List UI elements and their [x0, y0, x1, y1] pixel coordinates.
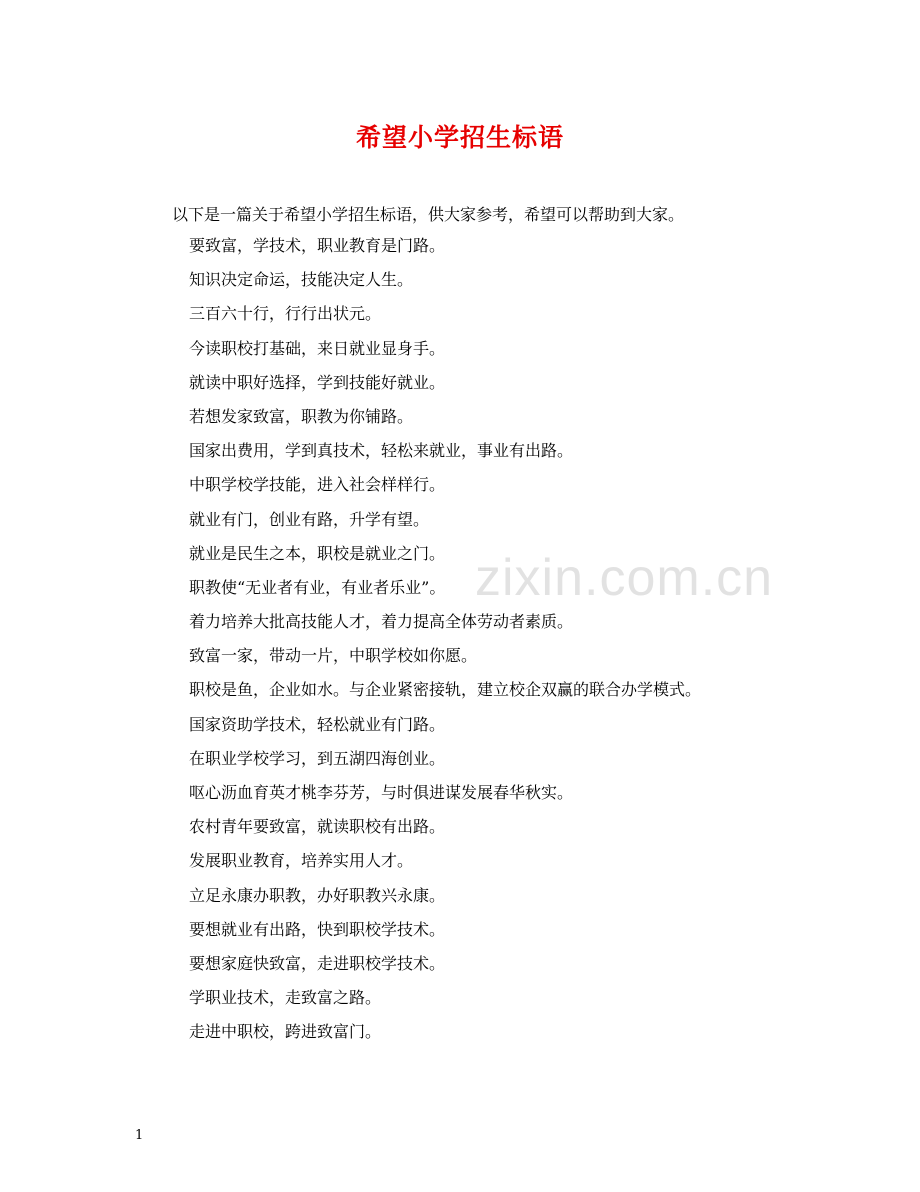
slogan-list	[189, 236, 701, 1057]
slogan-line: 致富一家，带动一片，中职学校如你愿。	[189, 646, 478, 666]
slogan-line: 要致富，学技术，职业教育是门路。	[189, 236, 446, 255]
slogan-line: 职校是鱼，企业如水。与企业紧密接轨，建立校企双赢的联合办学模式。	[189, 680, 702, 700]
slogan-line: 今读职校打基础，来日就业显身手。	[189, 338, 446, 358]
slogan-line: 就业有门，创业有路，升学有望。	[189, 509, 430, 529]
slogan-line: 在职业学校学习，到五湖四海创业。	[189, 748, 446, 768]
slogan-line: 若想发家致富，职教为你铺路。	[189, 406, 414, 426]
slogan-line: 知识决定命运，技能决定人生。	[189, 270, 414, 290]
slogan-line: 要想就业有出路，快到职校学技术。	[189, 919, 446, 939]
slogan-line: 中职学校学技能，进入社会样样行。	[189, 475, 446, 495]
slogan-line: 着力培养大批高技能人才，着力提高全体劳动者素质。	[189, 612, 574, 632]
slogan-line: 国家资助学技术，轻松就业有门路。	[189, 714, 446, 734]
slogan-line: 三百六十行，行行出状元。	[189, 304, 382, 324]
slogan-line: 呕心沥血育英才桃李芬芳，与时俱进谋发展春华秋实。	[189, 783, 574, 802]
slogan-line: 农村青年要致富，就读职校有出路。	[189, 817, 446, 837]
slogan-line: 就读中职好选择，学到技能好就业。	[189, 372, 446, 392]
slogan-line: 就业是民生之本，职校是就业之门。	[189, 543, 446, 563]
watermark: zixin.com.cn	[475, 549, 774, 607]
slogan-line: 职教使“无业者有业，有业者乐业”。	[189, 577, 446, 597]
slogan-line: 发展职业教育，培养实用人才。	[189, 851, 414, 871]
slogan-line: 学职业技术，走致富之路。	[189, 988, 382, 1008]
slogan-line: 国家出费用，学到真技术，轻松来就业，事业有出路。	[189, 441, 574, 461]
intro-paragraph: 以下是一篇关于希望小学招生标语，供大家参考，希望可以帮助到大家。	[172, 205, 685, 224]
page-number: 1	[135, 1128, 144, 1143]
slogan-line: 走进中职校，跨进致富门。	[189, 1022, 382, 1042]
slogan-line: 要想家庭快致富，走进职校学技术。	[189, 953, 446, 973]
document-title: 希望小学招生标语	[355, 123, 564, 152]
slogan-line: 立足永康办职教，办好职教兴永康。	[189, 885, 446, 905]
